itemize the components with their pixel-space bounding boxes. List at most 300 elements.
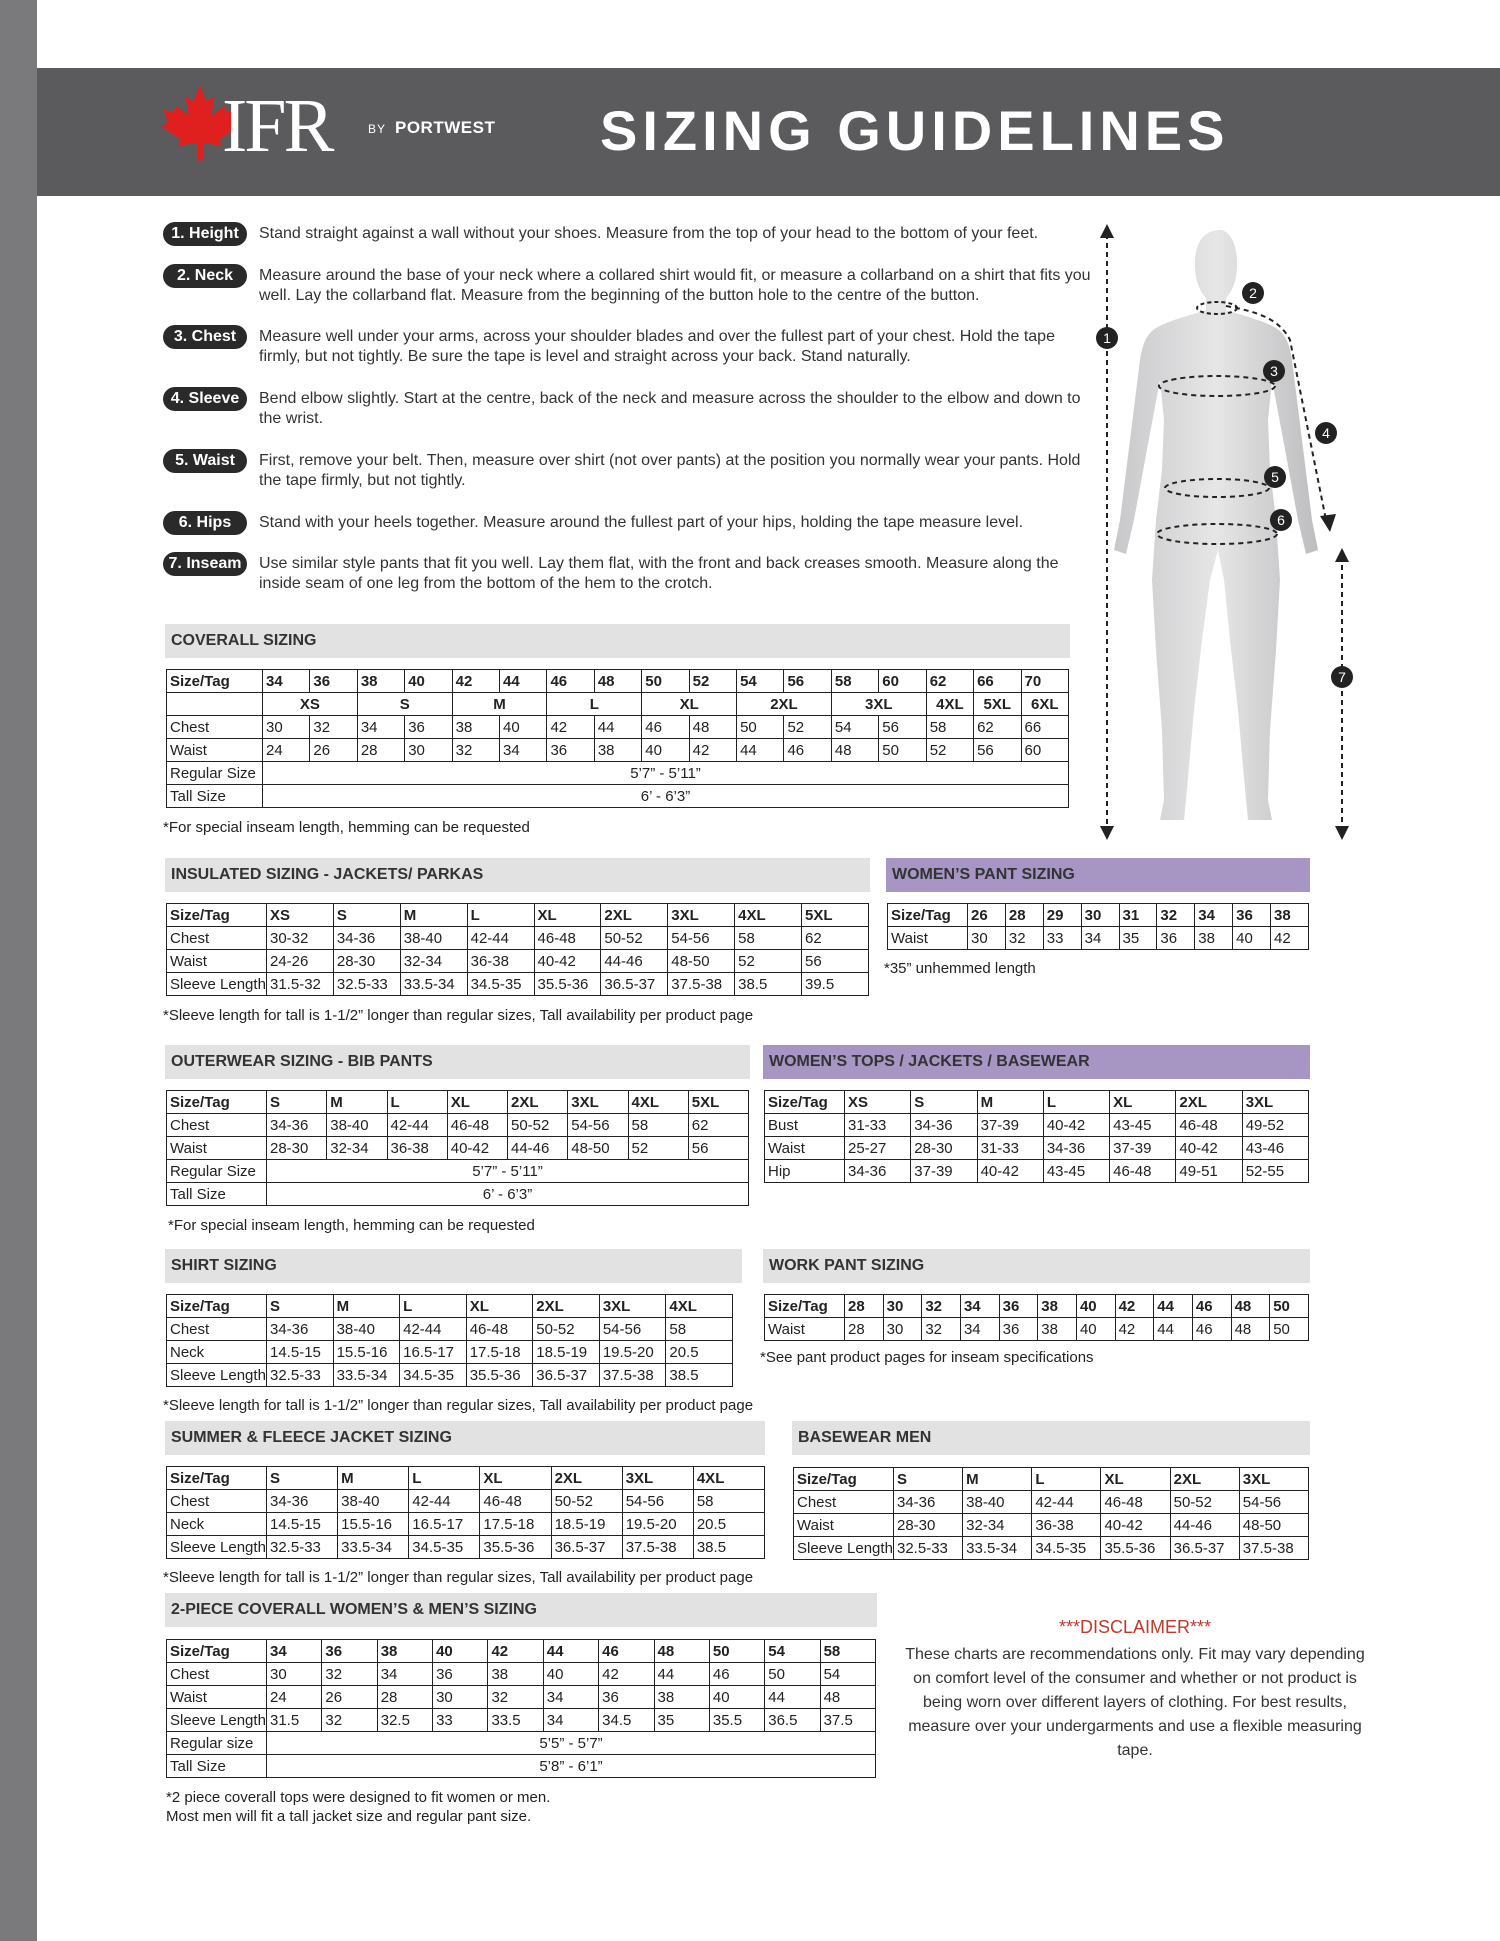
- table-row: [167, 693, 1069, 716]
- table-cell: 37.5-38: [622, 1536, 693, 1559]
- table-row: [765, 1318, 1309, 1341]
- table-cell: 36: [405, 716, 452, 739]
- section-title-coverall: COVERALL SIZING: [165, 624, 1070, 658]
- table-row: [888, 904, 1309, 927]
- section-title-outerwear: OUTERWEAR SIZING - BIB PANTS: [165, 1045, 750, 1079]
- table-cell: L: [1043, 1091, 1109, 1114]
- svg-text:1: 1: [1103, 330, 1111, 346]
- table-cell: 43-45: [1043, 1160, 1109, 1183]
- table-cell: 54-56: [599, 1318, 666, 1341]
- table-cell: 52: [735, 950, 802, 973]
- table-cell: 56: [784, 670, 831, 693]
- svg-text:7: 7: [1338, 669, 1346, 685]
- table-cell: 32: [488, 1686, 543, 1709]
- table-row: [765, 1295, 1309, 1318]
- table-cell: Tall Size: [167, 1755, 267, 1778]
- table-cell: 48: [831, 739, 878, 762]
- table-cell: M: [400, 904, 467, 927]
- table-cell: 17.5-18: [480, 1513, 551, 1536]
- table-cell: 50: [709, 1640, 764, 1663]
- table-cell: 30: [883, 1318, 922, 1341]
- table-cell: 30: [883, 1295, 922, 1318]
- table-cell: 34.5-35: [409, 1536, 480, 1559]
- table-cell: 34: [543, 1709, 598, 1732]
- table-cell: 42: [1271, 927, 1309, 950]
- table-cell: 46-48: [447, 1114, 507, 1137]
- table-cell: 60: [879, 670, 926, 693]
- table-cell: 48: [1231, 1295, 1270, 1318]
- table-cell: 38-40: [963, 1491, 1032, 1514]
- table-cell: 58: [831, 670, 878, 693]
- section-title-two-piece: 2-PIECE COVERALL WOMEN’S & MEN’S SIZING: [165, 1593, 877, 1627]
- table-row: [167, 1364, 733, 1387]
- table-cell: 33: [433, 1709, 488, 1732]
- table-cell: 44-46: [508, 1137, 568, 1160]
- table-cell: 17.5-18: [466, 1341, 533, 1364]
- instruction-label: 5. Waist: [163, 449, 247, 473]
- table-cell: 3XL: [1239, 1468, 1308, 1491]
- table-cell: 20.5: [666, 1341, 733, 1364]
- marker-chest: [1263, 360, 1285, 382]
- table-row: [167, 1732, 876, 1755]
- logo-wordmark: IFR: [222, 84, 332, 168]
- womens-pant-note: *35” unhemmed length: [884, 960, 1036, 977]
- table-cell: 34-36: [267, 1114, 327, 1137]
- table-cell: 32: [322, 1663, 377, 1686]
- table-cell: 3XL: [831, 693, 926, 716]
- table-cell: 49-52: [1242, 1114, 1308, 1137]
- table-cell: 40-42: [1176, 1137, 1242, 1160]
- table-row: [167, 1341, 733, 1364]
- section-title-womens-tops: WOMEN’S TOPS / JACKETS / BASEWEAR: [763, 1045, 1310, 1079]
- outerwear-table: [166, 1090, 749, 1206]
- table-cell: 36: [1233, 904, 1271, 927]
- summer-fleece-note: *Sleeve length for tall is 1-1/2” longer than regular sizes, Tall availability per product page: [163, 1569, 754, 1586]
- table-cell: Chest: [167, 1490, 267, 1513]
- table-cell: 54: [737, 670, 784, 693]
- table-cell: 38-40: [327, 1114, 387, 1137]
- two-piece-note-1: *2 piece coverall tops were designed to fit women or men.: [166, 1789, 551, 1806]
- instruction-text: Stand with your heels together. Measure around the fullest part of your hips, holding the tape measure level.: [259, 514, 1024, 531]
- table-cell: 38: [1038, 1318, 1077, 1341]
- table-row: [167, 950, 869, 973]
- table-row: [167, 785, 1069, 808]
- table-cell: 33.5-34: [963, 1537, 1032, 1560]
- table-cell: 42: [689, 739, 736, 762]
- table-cell: 46-48: [466, 1318, 533, 1341]
- instruction-label: 2. Neck: [163, 264, 247, 288]
- table-cell: Tall Size: [167, 1183, 267, 1206]
- table-row: [167, 1490, 765, 1513]
- table-cell: Regular Size: [167, 1160, 267, 1183]
- table-cell: M: [338, 1467, 409, 1490]
- table-cell: 32.5-33: [333, 973, 400, 996]
- table-cell: 50: [737, 716, 784, 739]
- insulated-table: [166, 903, 869, 996]
- table-cell: Waist: [765, 1318, 845, 1341]
- table-cell: 46: [599, 1640, 654, 1663]
- table-cell: 54-56: [622, 1490, 693, 1513]
- table-cell: Sleeve Length: [167, 1364, 267, 1387]
- table-cell: 38: [452, 716, 499, 739]
- shirt-note: *Sleeve length for tall is 1-1/2” longer than regular sizes, Tall availability per product page: [163, 1397, 754, 1414]
- table-cell: 32-34: [963, 1514, 1032, 1537]
- table-cell: 14.5-15: [267, 1513, 338, 1536]
- table-cell: 50: [1270, 1295, 1309, 1318]
- table-cell: 4XL: [628, 1091, 688, 1114]
- page-title: SIZING GUIDELINES: [600, 99, 1230, 162]
- table-cell: 38: [377, 1640, 432, 1663]
- coverall-note: *For special inseam length, hemming can be requested: [163, 819, 530, 836]
- table-cell: 32: [922, 1318, 961, 1341]
- table-cell: 2XL: [601, 904, 668, 927]
- table-cell: 34.5-35: [1032, 1537, 1101, 1560]
- table-cell: 40-42: [1043, 1114, 1109, 1137]
- table-cell: 36: [433, 1663, 488, 1686]
- table-cell: 36.5: [765, 1709, 820, 1732]
- table-cell: 60: [1021, 739, 1069, 762]
- table-row: [167, 1091, 749, 1114]
- table-cell: 4XL: [926, 693, 973, 716]
- table-cell: XL: [1101, 1468, 1170, 1491]
- table-cell: 4XL: [693, 1467, 764, 1490]
- table-cell: 34: [263, 670, 310, 693]
- table-cell: 50-52: [508, 1114, 568, 1137]
- table-cell: 43-45: [1110, 1114, 1176, 1137]
- table-cell: 48: [689, 716, 736, 739]
- table-cell: 66: [974, 670, 1021, 693]
- instruction-text: Measure well under your arms, across your shoulder blades and over the fullest part of your chest. Hold the tape firmly, but not tightly. Be sure the tape is level and straight across your back. Stand naturally.: [259, 328, 1055, 365]
- table-row: [167, 927, 869, 950]
- table-cell: 34-36: [845, 1160, 911, 1183]
- table-row: [765, 1137, 1309, 1160]
- table-cell: 44: [737, 739, 784, 762]
- table-cell: 31: [1119, 904, 1157, 927]
- table-cell: 34.5: [599, 1709, 654, 1732]
- table-cell: 42-44: [1032, 1491, 1101, 1514]
- table-cell: XL: [466, 1295, 533, 1318]
- instruction-label: 3. Chest: [163, 325, 247, 349]
- table-cell: 31-33: [977, 1137, 1043, 1160]
- table-cell: 54: [831, 716, 878, 739]
- table-cell: 28: [845, 1318, 884, 1341]
- table-cell: 46-48: [480, 1490, 551, 1513]
- table-cell: 3XL: [668, 904, 735, 927]
- table-cell: 40: [642, 739, 689, 762]
- table-cell: 48-50: [1239, 1514, 1308, 1537]
- table-row: [167, 762, 1069, 785]
- table-row: [167, 1709, 876, 1732]
- table-cell: 5XL: [802, 904, 869, 927]
- outerwear-note: *For special inseam length, hemming can be requested: [168, 1217, 535, 1234]
- marker-sleeve: [1315, 422, 1337, 444]
- table-cell: 30: [267, 1663, 322, 1686]
- table-cell: 30-32: [267, 927, 334, 950]
- disclaimer-title: ***DISCLAIMER***: [1058, 1617, 1212, 1637]
- table-cell: 58: [820, 1640, 875, 1663]
- table-cell: 46: [547, 670, 594, 693]
- table-cell: S: [894, 1468, 963, 1491]
- table-cell: 5’5” - 5’7”: [267, 1732, 876, 1755]
- table-cell: 38: [1038, 1295, 1077, 1318]
- table-cell: L: [387, 1091, 447, 1114]
- table-cell: S: [911, 1091, 977, 1114]
- table-row: [888, 927, 1309, 950]
- table-cell: 50-52: [601, 927, 668, 950]
- table-cell: XL: [534, 904, 601, 927]
- table-cell: 37-39: [911, 1160, 977, 1183]
- table-cell: 5’8” - 6’1”: [267, 1755, 876, 1778]
- table-cell: 3XL: [599, 1295, 666, 1318]
- svg-text:5: 5: [1271, 469, 1279, 485]
- table-cell: 46: [709, 1663, 764, 1686]
- table-cell: 52: [628, 1137, 688, 1160]
- table-cell: 50: [879, 739, 926, 762]
- table-cell: 32: [1157, 904, 1195, 927]
- table-cell: 56: [688, 1137, 748, 1160]
- table-cell: M: [333, 1295, 400, 1318]
- table-cell: 2XL: [551, 1467, 622, 1490]
- table-cell: 36: [999, 1318, 1038, 1341]
- table-cell: 42: [599, 1663, 654, 1686]
- table-cell: Chest: [167, 1114, 267, 1137]
- table-cell: 3XL: [568, 1091, 628, 1114]
- table-cell: L: [400, 1295, 467, 1318]
- table-cell: 44-46: [601, 950, 668, 973]
- table-cell: 48-50: [668, 950, 735, 973]
- table-cell: 3XL: [1242, 1091, 1308, 1114]
- instruction-label: 4. Sleeve: [163, 387, 247, 411]
- table-cell: 42: [452, 670, 499, 693]
- table-cell: 58: [628, 1114, 688, 1137]
- table-cell: 38.5: [735, 973, 802, 996]
- table-cell: 30: [1081, 904, 1119, 927]
- table-cell: 52-55: [1242, 1160, 1308, 1183]
- table-cell: 34-36: [1043, 1137, 1109, 1160]
- table-cell: 40: [543, 1663, 598, 1686]
- table-cell: Regular size: [167, 1732, 267, 1755]
- table-cell: 36: [999, 1295, 1038, 1318]
- section-title-work-pant: WORK PANT SIZING: [763, 1249, 1310, 1283]
- table-cell: 28-30: [894, 1514, 963, 1537]
- table-cell: 34: [543, 1686, 598, 1709]
- table-cell: 56: [879, 716, 926, 739]
- instruction-text: Stand straight against a wall without your shoes. Measure from the top of your head to the bottom of your feet.: [259, 225, 1039, 242]
- table-cell: 35: [654, 1709, 709, 1732]
- table-cell: 33.5-34: [400, 973, 467, 996]
- table-cell: 36.5-37: [533, 1364, 600, 1387]
- svg-text:4: 4: [1322, 425, 1330, 441]
- table-cell: 40: [1076, 1318, 1115, 1341]
- table-cell: Chest: [167, 716, 263, 739]
- two-piece-note-2: Most men will fit a tall jacket size and regular pant size.: [166, 1808, 532, 1825]
- table-cell: 35.5-36: [480, 1536, 551, 1559]
- table-cell: 38-40: [338, 1490, 409, 1513]
- table-cell: 50-52: [533, 1318, 600, 1341]
- table-cell: XL: [642, 693, 737, 716]
- table-cell: Size/Tag: [167, 1467, 267, 1490]
- table-cell: Waist: [167, 1137, 267, 1160]
- table-row: [167, 1513, 765, 1536]
- table-cell: 42: [488, 1640, 543, 1663]
- womens-pant-table: [887, 903, 1309, 950]
- table-cell: 48-50: [568, 1137, 628, 1160]
- marker-hips: [1270, 509, 1292, 531]
- table-cell: 32: [1005, 927, 1043, 950]
- table-cell: 39.5: [802, 973, 869, 996]
- table-cell: 40: [433, 1640, 488, 1663]
- table-cell: 35.5-36: [466, 1364, 533, 1387]
- table-cell: 33.5-34: [338, 1536, 409, 1559]
- table-cell: 30: [968, 927, 1006, 950]
- table-cell: 34: [357, 716, 404, 739]
- table-cell: 32: [452, 739, 499, 762]
- table-cell: 36-38: [1032, 1514, 1101, 1537]
- table-cell: Sleeve Length: [167, 973, 267, 996]
- table-cell: XS: [267, 904, 334, 927]
- table-cell: 37-39: [1110, 1137, 1176, 1160]
- table-cell: 34: [1081, 927, 1119, 950]
- table-cell: 5XL: [688, 1091, 748, 1114]
- table-cell: 40: [500, 716, 547, 739]
- table-cell: Waist: [765, 1137, 845, 1160]
- table-cell: 15.5-16: [333, 1341, 400, 1364]
- table-cell: 28-30: [911, 1137, 977, 1160]
- table-cell: 31-33: [845, 1114, 911, 1137]
- table-cell: 44: [543, 1640, 598, 1663]
- table-cell: 29: [1043, 904, 1081, 927]
- table-cell: 54: [820, 1663, 875, 1686]
- table-row: [794, 1514, 1309, 1537]
- table-cell: 50-52: [551, 1490, 622, 1513]
- table-cell: 54: [765, 1640, 820, 1663]
- table-cell: 70: [1021, 670, 1069, 693]
- table-cell: 40-42: [1101, 1514, 1170, 1537]
- table-cell: 38: [1271, 904, 1309, 927]
- table-cell: XS: [263, 693, 358, 716]
- table-cell: 48: [654, 1640, 709, 1663]
- table-cell: 62: [974, 716, 1021, 739]
- table-cell: 5XL: [974, 693, 1021, 716]
- table-cell: 34: [377, 1663, 432, 1686]
- table-row: [765, 1114, 1309, 1137]
- table-cell: M: [977, 1091, 1043, 1114]
- table-cell: 36-38: [467, 950, 534, 973]
- marker-inseam: [1331, 666, 1353, 688]
- table-cell: 26: [322, 1686, 377, 1709]
- instruction-text: Measure around the base of your neck where a collared shirt would fit, or measure a collarband on a shirt that fits you well. Lay the collarband flat. Measure from the beginning of the button hole to the centre of the button.: [259, 267, 1091, 304]
- table-cell: Chest: [794, 1491, 894, 1514]
- summer-fleece-table: [166, 1466, 765, 1559]
- table-cell: 44: [594, 716, 641, 739]
- section-title-womens-pant: WOMEN’S PANT SIZING: [886, 858, 1310, 892]
- table-cell: 36: [547, 739, 594, 762]
- table-cell: 32: [922, 1295, 961, 1318]
- table-cell: Waist: [167, 1686, 267, 1709]
- table-cell: 32: [322, 1709, 377, 1732]
- instruction-text: Bend elbow slightly. Start at the centre, back of the neck and measure across the shoulder to the elbow and down to the wrist.: [259, 390, 1081, 427]
- table-cell: XS: [845, 1091, 911, 1114]
- table-cell: 14.5-15: [267, 1341, 334, 1364]
- marker-height: [1096, 327, 1118, 349]
- instruction-label: 6. Hips: [163, 511, 247, 535]
- table-cell: 42: [1115, 1295, 1154, 1318]
- logo-by: BY: [368, 122, 387, 136]
- table-cell: 42-44: [400, 1318, 467, 1341]
- table-row: [765, 1160, 1309, 1183]
- table-cell: 48: [820, 1686, 875, 1709]
- table-cell: 31.5-32: [267, 973, 334, 996]
- table-cell: 36.5-37: [551, 1536, 622, 1559]
- table-cell: 44: [654, 1663, 709, 1686]
- logo-maker: PORTWEST: [395, 118, 496, 137]
- insulated-note: *Sleeve length for tall is 1-1/2” longer than regular sizes, Tall availability per product page: [163, 1007, 754, 1024]
- table-cell: Tall Size: [167, 785, 263, 808]
- table-row: [167, 716, 1069, 739]
- table-cell: 46-48: [1176, 1114, 1242, 1137]
- table-cell: 34-36: [267, 1490, 338, 1513]
- table-cell: 18.5-19: [551, 1513, 622, 1536]
- table-cell: 26: [310, 739, 357, 762]
- table-cell: 32: [310, 716, 357, 739]
- table-cell: Waist: [167, 739, 263, 762]
- table-row: [167, 1160, 749, 1183]
- table-cell: 35.5-36: [1101, 1537, 1170, 1560]
- table-cell: Chest: [167, 927, 267, 950]
- table-cell: S: [267, 1467, 338, 1490]
- table-cell: 42-44: [409, 1490, 480, 1513]
- table-cell: 32.5: [377, 1709, 432, 1732]
- section-title-basewear: BASEWEAR MEN: [792, 1421, 1310, 1455]
- body-silhouette: [1090, 220, 1370, 850]
- table-cell: 16.5-17: [400, 1341, 467, 1364]
- table-cell: 34: [960, 1318, 999, 1341]
- table-cell: 38: [594, 739, 641, 762]
- table-cell: 42-44: [467, 927, 534, 950]
- body-measurement-figure: [1090, 220, 1370, 850]
- instruction-text: Use similar style pants that fit you well. Lay them flat, with the front and back creases smooth. Measure along the inside seam of one leg from the bottom of the hem to the crotch.: [259, 555, 1059, 592]
- table-cell: 44-46: [1170, 1514, 1239, 1537]
- table-cell: M: [327, 1091, 387, 1114]
- table-cell: 34: [1195, 904, 1233, 927]
- table-cell: 62: [802, 927, 869, 950]
- table-cell: 26: [968, 904, 1006, 927]
- table-cell: 37-39: [977, 1114, 1043, 1137]
- table-cell: 2XL: [1170, 1468, 1239, 1491]
- table-cell: 38-40: [333, 1318, 400, 1341]
- table-row: [794, 1491, 1309, 1514]
- svg-text:2: 2: [1249, 285, 1257, 301]
- table-cell: 46-48: [1101, 1491, 1170, 1514]
- table-cell: 56: [802, 950, 869, 973]
- table-cell: XL: [447, 1091, 507, 1114]
- table-cell: 58: [735, 927, 802, 950]
- table-cell: 56: [974, 739, 1021, 762]
- table-cell: 2XL: [533, 1295, 600, 1318]
- table-cell: 38: [357, 670, 404, 693]
- table-cell: 19.5-20: [599, 1341, 666, 1364]
- ifr-logo: [160, 80, 550, 170]
- table-cell: 38.5: [693, 1536, 764, 1559]
- marker-neck: [1242, 282, 1264, 304]
- table-cell: 2XL: [737, 693, 832, 716]
- table-cell: Size/Tag: [167, 1640, 267, 1663]
- table-cell: 6’ - 6’3”: [267, 1183, 749, 1206]
- table-cell: 44: [765, 1686, 820, 1709]
- table-cell: XL: [480, 1467, 551, 1490]
- table-cell: 36: [310, 670, 357, 693]
- table-cell: Waist: [794, 1514, 894, 1537]
